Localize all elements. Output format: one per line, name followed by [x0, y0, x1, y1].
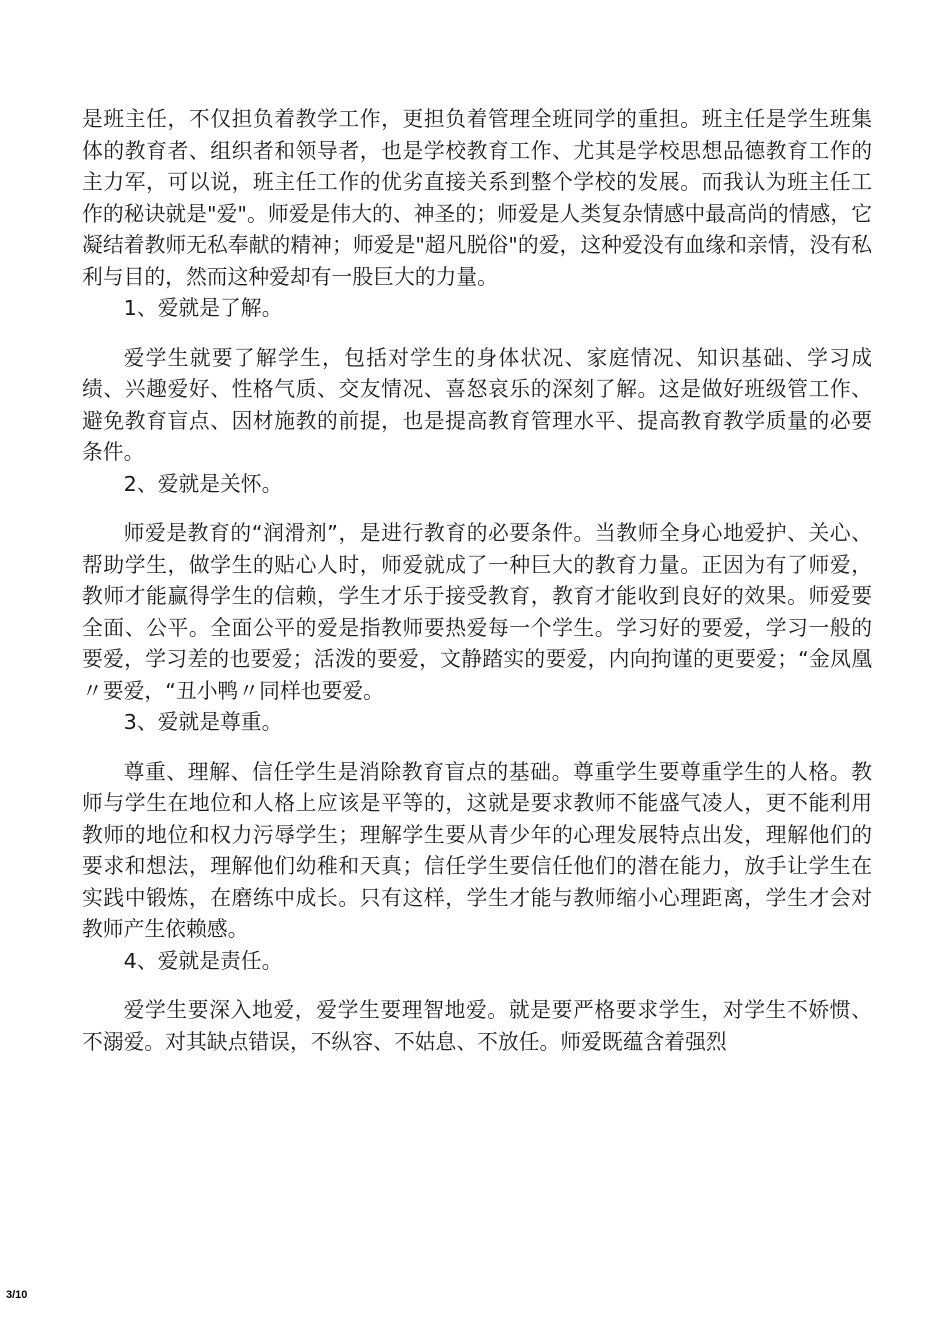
section-heading: 4、爱就是责任。 [123, 948, 283, 973]
document-body [82, 104, 872, 1058]
body-paragraph: 是班主任，不仅担负着教学工作，更担负着管理全班同学的重担。班主任是学生班集体的教育者、组织者和领导者，也是学校教育工作、尤其是学校思想品德教育工作的主力军，可以说，班主任工作的优劣直接关系到整个学校的发展。而我认为班主任工作的秘诀就是"爱"。师爱是伟大的、神圣的；师爱是人类复杂情感中最高尚的情感，它凝结着教师无私奉献的精神；师爱是"超凡脱俗"的爱，这种爱没有血缘和亲情，没有私利与目的，然而这种爱却有一股巨大的力量。 [82, 107, 872, 289]
section-heading: 3、爱就是尊重。 [123, 710, 283, 734]
body-paragraph: 尊重、理解、信任学生是消除教育盲点的基础。尊重学生要尊重学生的人格。教师与学生在地位和人格上应该是平等的，这就是要求教师不能盛气凌人，更不能利用教师的地位和权力污辱学生；理解学生要从青少年的心理发展特点出发，理解他们的要求和想法，理解他们幼稚和天真；信任学生要信任他们的潜在能力，放手让学生在实践中锻炼，在磨练中成长。只有这样，学生才能与教师缩小心理距离，学生才会对教师产生依赖感。 [82, 759, 872, 941]
section-heading: 2、爱就是关怀。 [123, 471, 283, 496]
page-number: 3/10 [6, 1289, 28, 1301]
section-heading: 1、爱就是了解。 [123, 296, 283, 320]
body-paragraph: 师爱是教育的“润滑剂”，是进行教育的必要条件。当教师全身心地爱护、关心、帮助学生，做学生的贴心人时，师爱就成了一种巨大的教育力量。正因为有了师爱，教师才能赢得学生的信赖，学生才乐于接受教育，教育才能收到良好的效果。师爱要全面、公平。全面公平的爱是指教师要热爱每一个学生。学习好的要爱，学习一般的要爱，学习差的也要爱；活泼的要爱，文静踏实的要爱，内向拘谨的更要爱；“金凤凰〃要爱，“丑小鸭〃同样也要爱。 [82, 521, 872, 703]
body-paragraph: 爱学生要深入地爱，爱学生要理智地爱。就是要严格要求学生，对学生不娇惯、不溺爱。对其缺点错误，不纵容、不姑息、不放任。师爱既蕴含着强烈 [82, 998, 872, 1054]
body-paragraph: 爱学生就要了解学生，包括对学生的身体状况、家庭情况、知识基础、学习成绩、兴趣爱好、性格气质、交友情况、喜怒哀乐的深刻了解。这是做好班级管工作、避免教育盲点、因材施教的前提，也是提高教育管理水平、提高教育教学质量的必要条件。 [82, 345, 872, 464]
